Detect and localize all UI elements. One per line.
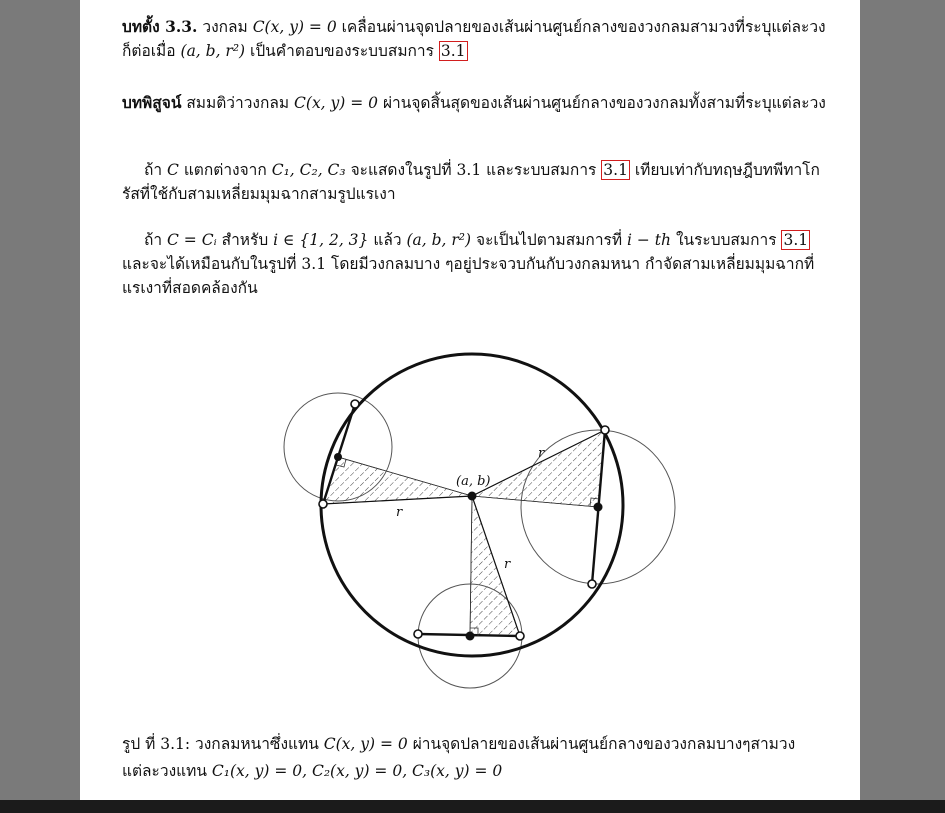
equation-ref-link[interactable]: 3.1 bbox=[603, 161, 628, 179]
endpoint bbox=[414, 630, 422, 638]
para2-math-1: C bbox=[167, 161, 179, 179]
para2-text-3: จะแสดงในรูปที่ 3.1 และระบบสมการ bbox=[345, 161, 602, 179]
proof-text-1: สมมติว่าวงกลม bbox=[181, 94, 295, 112]
para2-text-2: แตกต่างจาก bbox=[178, 161, 272, 179]
endpoint bbox=[588, 580, 596, 588]
endpoint bbox=[516, 632, 524, 640]
proof-paragraph bbox=[122, 91, 830, 115]
theorem-math-1: C(x, y) = 0 bbox=[252, 18, 337, 36]
para3-text-6: และจะได้เหมือนกับในรูปที่ 3.1 โดยมีวงกลมบาง ๆอยู่ประจวบกันกับวงกลมหนา กำจัดสามเหลี่ยมมุมฉากที่แรเงาที่สอดคล้องกัน bbox=[122, 255, 815, 297]
theorem-text-1: วงกลม bbox=[197, 18, 253, 36]
proof-paragraph-3 bbox=[122, 228, 830, 300]
endpoint bbox=[319, 500, 327, 508]
para2-math-2: C₁, C₂, C₃ bbox=[271, 161, 346, 179]
para3-text-1: ถ้า bbox=[144, 231, 168, 249]
viewer-bottom-bar bbox=[0, 800, 945, 813]
para3-math-3: (a, b, r²) bbox=[406, 231, 472, 249]
caption-math-1: C(x, y) = 0 bbox=[323, 735, 408, 753]
equation-ref-link[interactable]: 3.1 bbox=[440, 42, 466, 60]
proof-math-1: C(x, y) = 0 bbox=[294, 94, 379, 112]
para3-text-3: แล้ว bbox=[368, 231, 407, 249]
endpoint bbox=[351, 400, 359, 408]
center-c1 bbox=[334, 453, 342, 461]
caption-math-2: C₁(x, y) = 0, C₂(x, y) = 0, C₃(x, y) = 0 bbox=[211, 762, 503, 780]
circles-diagram bbox=[80, 340, 860, 710]
document-page bbox=[80, 0, 860, 800]
center-c3 bbox=[466, 632, 475, 641]
theorem-paragraph bbox=[122, 15, 830, 63]
para3-math-1: C = Cᵢ bbox=[167, 231, 217, 249]
theorem-label: บทตั้ง 3.3. bbox=[122, 17, 198, 36]
figure-caption bbox=[122, 731, 830, 785]
radius-label-3: r bbox=[504, 557, 511, 572]
theorem-math-2: (a, b, r²) bbox=[180, 42, 246, 60]
para2-text-4: เทียบเท่ากับทฤษฎีบทพีทาโกรัสที่ใช้กับสามเหลี่ยมมุมฉากสามรูปแรเงา bbox=[122, 161, 820, 203]
para2-text-1: ถ้า bbox=[144, 161, 168, 179]
para3-text-4: จะเป็นไปตามสมการที่ bbox=[471, 231, 627, 249]
caption-text-2: ผ่านจุดปลายของเส้นผ่านศูนย์กลางของวงกลมบางๆสามวงแต่ละวงแทน bbox=[122, 735, 796, 780]
caption-text-1: รูป ที่ 3.1: วงกลมหนาซึ่งแทน bbox=[122, 735, 324, 753]
center-label: (a, b) bbox=[456, 474, 491, 489]
endpoint bbox=[601, 426, 609, 434]
theorem-text-3: เป็นคำตอบของระบบสมการ bbox=[245, 42, 439, 60]
para3-math-2: i ∈ {1, 2, 3} bbox=[273, 231, 369, 249]
theorem-text-2: เคลื่อนผ่านจุดปลายของเส้นผ่านศูนย์กลางของวงกลมสามวงที่ระบุแต่ละวงก็ต่อเมื่อ bbox=[122, 18, 826, 60]
center-c2 bbox=[594, 503, 603, 512]
proof-text-2: ผ่านจุดสิ้นสุดของเส้นผ่านศูนย์กลางของวงกลมทั้งสามที่ระบุแต่ละวง bbox=[378, 94, 826, 112]
proof-label: บทพิสูจน์ bbox=[122, 93, 182, 112]
center-point bbox=[468, 492, 477, 501]
right-triangle-2 bbox=[472, 430, 605, 507]
para3-math-4: i − th bbox=[627, 231, 672, 249]
equation-ref-link[interactable]: 3.1 bbox=[783, 231, 809, 249]
proof-paragraph-2 bbox=[122, 158, 830, 206]
radius-label-2: r bbox=[538, 446, 545, 461]
para3-text-5: ในระบบสมการ bbox=[671, 231, 782, 249]
radius-label-1: r bbox=[396, 505, 403, 520]
para3-text-2: สำหรับ bbox=[216, 231, 274, 249]
